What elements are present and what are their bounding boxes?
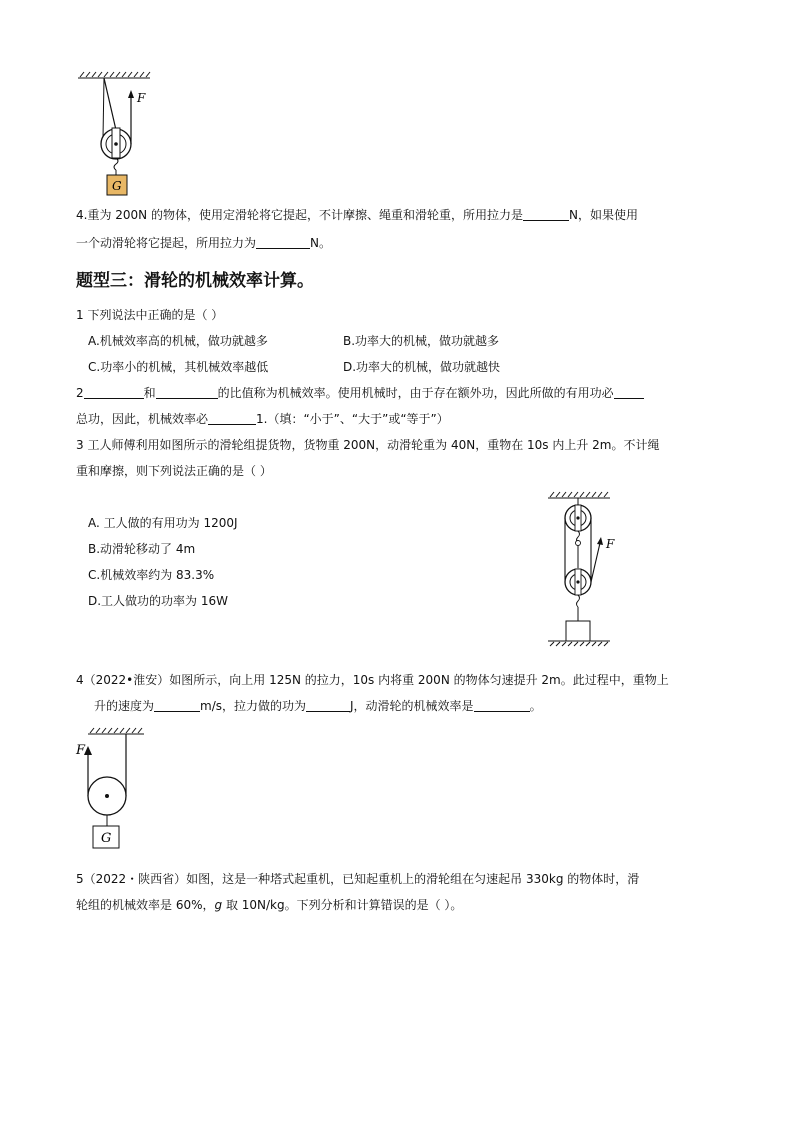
- s3-option-b[interactable]: B.动滑轮移动了 4m: [88, 542, 196, 556]
- ceiling-hatch: [78, 72, 150, 78]
- force-label: F: [76, 743, 86, 758]
- weight-label: G: [101, 831, 112, 846]
- s4-line1: 4（2022•淮安）如图所示，向上用 125N 的拉力，10s 内将重 200N 的物体匀速提升 2m。此过程中，重物上: [76, 673, 669, 687]
- s3-option-a[interactable]: A. 工人做的有用功为 1200J: [88, 516, 238, 530]
- fixed-pulley-figure: [70, 68, 160, 198]
- s1-option-b[interactable]: B.功率大的机械，做功就越多: [343, 334, 500, 348]
- answer-blank[interactable]: [154, 699, 200, 712]
- s3-option-d[interactable]: D.工人做功的功率为 16W: [88, 594, 229, 608]
- s3-line1: 3 工人师傅利用如图所示的滑轮组提货物，货物重 200N，动滑轮重为 40N，重物在 10s 内上升 2m。不计绳: [76, 438, 660, 452]
- q4-line1: 4.重为 200N 的物体，使用定滑轮将它提起，不计摩擦、绳重和滑轮重，所用拉力是 N，如果使用: [76, 208, 638, 222]
- floor-hatch: [548, 641, 610, 646]
- s2-line2: 总功，因此，机械效率必 1.（填：“小于”、“大于”或“等于”）: [76, 412, 449, 426]
- answer-blank[interactable]: [474, 699, 530, 712]
- s5-line1: 5（2022・陕西省）如图，这是一种塔式起重机，已知起重机上的滑轮组在匀速起吊 330kg 的物体时，滑: [76, 872, 640, 886]
- answer-blank[interactable]: [208, 412, 256, 425]
- s1-stem: 1 下列说法中正确的是（ ）: [76, 308, 224, 322]
- force-label: F: [606, 537, 615, 551]
- s3-line2: 重和摩擦，则下列说法正确的是（ ）: [76, 464, 272, 478]
- s5-line2: 轮组的机械效率是 60%，g 取 10N/kg。下列分析和计算错误的是（ ）。: [76, 898, 463, 912]
- ceiling-hatch: [548, 492, 610, 498]
- q4-line2: 一个动滑轮将它提起，所用拉力为 N。: [76, 236, 331, 250]
- force-label: F: [137, 91, 146, 105]
- s4-line2: 升的速度为 m/s，拉力做的功为 J，动滑轮的机械效率是 。: [94, 699, 542, 713]
- answer-blank[interactable]: [306, 699, 350, 712]
- answer-blank[interactable]: [614, 386, 644, 399]
- load-box: [566, 621, 590, 641]
- section-title: 题型三：滑轮的机械效率计算。: [76, 271, 314, 291]
- pulley-block-figure: [538, 488, 628, 653]
- s1-option-a[interactable]: A.机械效率高的机械，做功就越多: [88, 334, 268, 348]
- answer-blank[interactable]: [84, 386, 144, 399]
- movable-pulley-figure: [68, 724, 158, 859]
- s3-option-c[interactable]: C.机械效率约为 83.3%: [88, 568, 215, 582]
- s1-option-c[interactable]: C.功率小的机械，其机械效率越低: [88, 360, 269, 374]
- answer-blank[interactable]: [523, 208, 569, 221]
- weight-label: G: [112, 179, 122, 193]
- s1-option-d[interactable]: D.功率大的机械，做功就越快: [343, 360, 501, 374]
- s2-line1: 2 和 的比值称为机械效率。使用机械时，由于存在额外功，因此所做的有用功必: [76, 385, 644, 401]
- answer-blank[interactable]: [156, 386, 218, 399]
- ceiling-hatch: [88, 728, 144, 734]
- answer-blank[interactable]: [256, 236, 310, 249]
